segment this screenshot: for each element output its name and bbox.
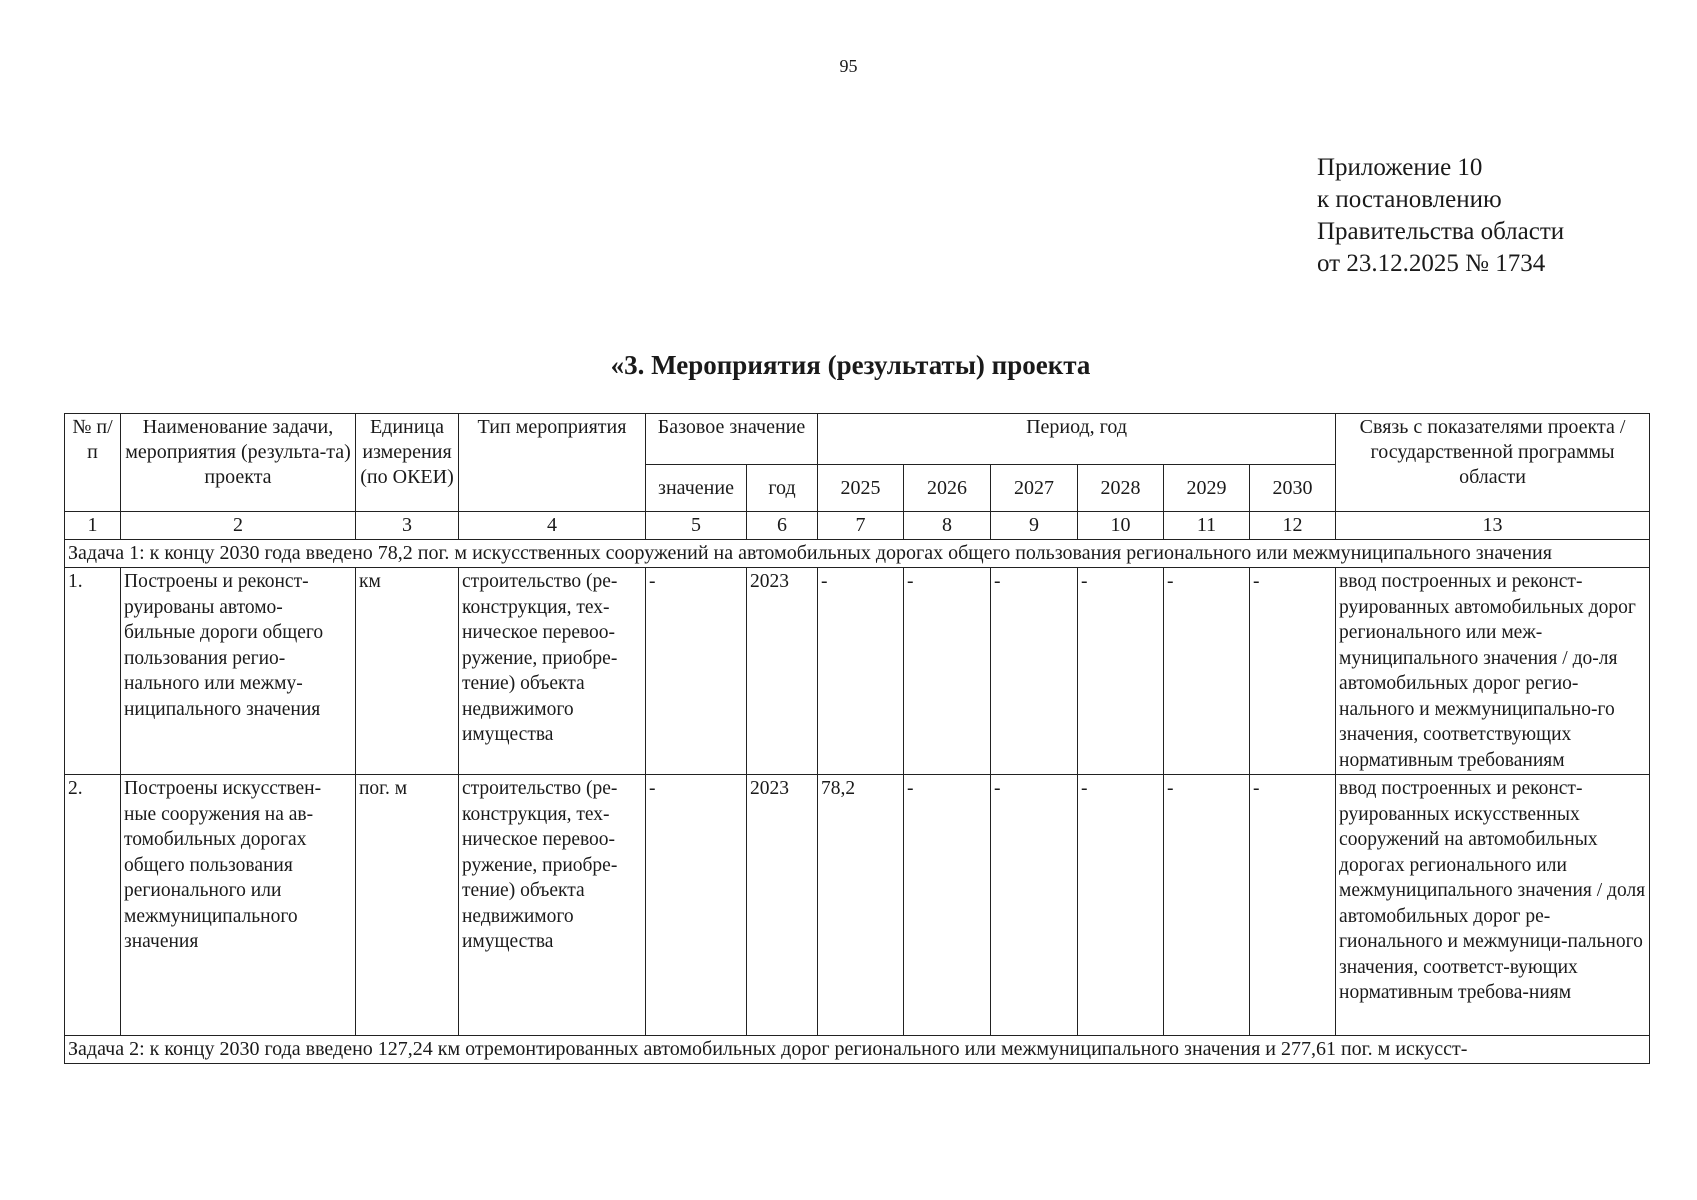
row-2028: - <box>1078 775 1164 1036</box>
measures-table <box>64 413 1650 1064</box>
row-name: Построены искусствен-ные сооружения на ав-томобильных дорогах общего пользования регионального или межмуниципального значения <box>121 775 356 1036</box>
appendix-line-1: Приложение 10 <box>1317 154 1483 181</box>
header-year-2027: 2027 <box>991 465 1078 512</box>
col-number: 13 <box>1336 512 1650 540</box>
row-type: строительство (ре-конструкция, тех-ническое перевоо-ружение, приобре-тение) объекта недвижимого имущества <box>459 775 646 1036</box>
header-unit: Единица измерения (по ОКЕИ) <box>356 414 459 512</box>
row-2030: - <box>1250 568 1336 775</box>
row-num: 1. <box>65 568 121 775</box>
row-base-value: - <box>646 775 747 1036</box>
header-year-2026: 2026 <box>904 465 991 512</box>
col-number: 10 <box>1078 512 1164 540</box>
task-row-2 <box>65 1036 1650 1064</box>
section-title-text: «3. Мероприятия (результаты) проекта <box>610 350 1091 380</box>
col-number: 11 <box>1164 512 1250 540</box>
header-base-year: год <box>747 465 818 512</box>
appendix-line-4: от 23.12.2025 № 1734 <box>1317 250 1546 277</box>
appendix-line-3: Правительства области <box>1317 218 1565 245</box>
row-num: 2. <box>65 775 121 1036</box>
header-base: Базовое значение <box>646 414 818 465</box>
col-number: 3 <box>356 512 459 540</box>
header-year-2030: 2030 <box>1250 465 1336 512</box>
row-2027: - <box>991 775 1078 1036</box>
col-number: 9 <box>991 512 1078 540</box>
col-number: 4 <box>459 512 646 540</box>
row-2027: - <box>991 568 1078 775</box>
task-row-1 <box>65 540 1650 568</box>
col-number: 8 <box>904 512 991 540</box>
col-number: 5 <box>646 512 747 540</box>
appendix-line-2: к постановлению <box>1317 186 1502 213</box>
row-2026: - <box>904 775 991 1036</box>
header-year-2028: 2028 <box>1078 465 1164 512</box>
col-number: 12 <box>1250 512 1336 540</box>
row-2030: - <box>1250 775 1336 1036</box>
row-base-year: 2023 <box>747 568 818 775</box>
row-2025: - <box>818 568 904 775</box>
page-number: 95 <box>839 56 858 76</box>
header-type: Тип мероприятия <box>459 414 646 512</box>
row-2029: - <box>1164 568 1250 775</box>
row-2029: - <box>1164 775 1250 1036</box>
task-2-text: Задача 2: к концу 2030 года введено 127,24 км отремонтированных автомобильных дорог регионального или межмуниципального значения и 277,61 пог. м искусст- <box>65 1036 1650 1064</box>
task-1-text: Задача 1: к концу 2030 года введено 78,2 пог. м искусственных сооружений на автомобильных дорогах общего пользования регионального или межмуниципального значения <box>65 540 1650 568</box>
header-base-value: значение <box>646 465 747 512</box>
table-row <box>65 568 1650 775</box>
row-name: Построены и реконст-руированы автомо-бильные дороги общего пользования регио-нального или межму-ниципального значения <box>121 568 356 775</box>
col-number: 1 <box>65 512 121 540</box>
row-2028: - <box>1078 568 1164 775</box>
header-row-1 <box>65 414 1650 465</box>
header-year-2029: 2029 <box>1164 465 1250 512</box>
col-number: 6 <box>747 512 818 540</box>
row-base-year: 2023 <box>747 775 818 1036</box>
header-period: Период, год <box>818 414 1336 465</box>
header-name: Наименование задачи, мероприятия (результа-та) проекта <box>121 414 356 512</box>
header-link: Связь с показателями проекта / государственной программы области <box>1336 414 1650 512</box>
col-number: 7 <box>818 512 904 540</box>
appendix-block <box>1317 152 1564 280</box>
row-unit: км <box>356 568 459 775</box>
row-2025: 78,2 <box>818 775 904 1036</box>
section-title <box>0 350 1697 381</box>
table-row <box>65 775 1650 1036</box>
header-year-2025: 2025 <box>818 465 904 512</box>
row-link: ввод построенных и реконст-руированных автомобильных дорог регионального или меж-муниципального значения / до-ля автомобильных дорог регио-нального и межмуниципально-го значения, соответствующих нормативным требованиям <box>1336 568 1650 775</box>
header-num: № п/п <box>65 414 121 512</box>
row-type: строительство (ре-конструкция, тех-ническое перевоо-ружение, приобре-тение) объекта недвижимого имущества <box>459 568 646 775</box>
column-numbers-row <box>65 512 1650 540</box>
row-2026: - <box>904 568 991 775</box>
col-number: 2 <box>121 512 356 540</box>
row-link: ввод построенных и реконст-руированных искусственных сооружений на автомобильных дорогах регионального или межмуниципального значения / доля автомобильных дорог ре-гионального и межмуници-пального значения, соответст-вующих нормативным требова-ниям <box>1336 775 1650 1036</box>
row-unit: пог. м <box>356 775 459 1036</box>
row-base-value: - <box>646 568 747 775</box>
